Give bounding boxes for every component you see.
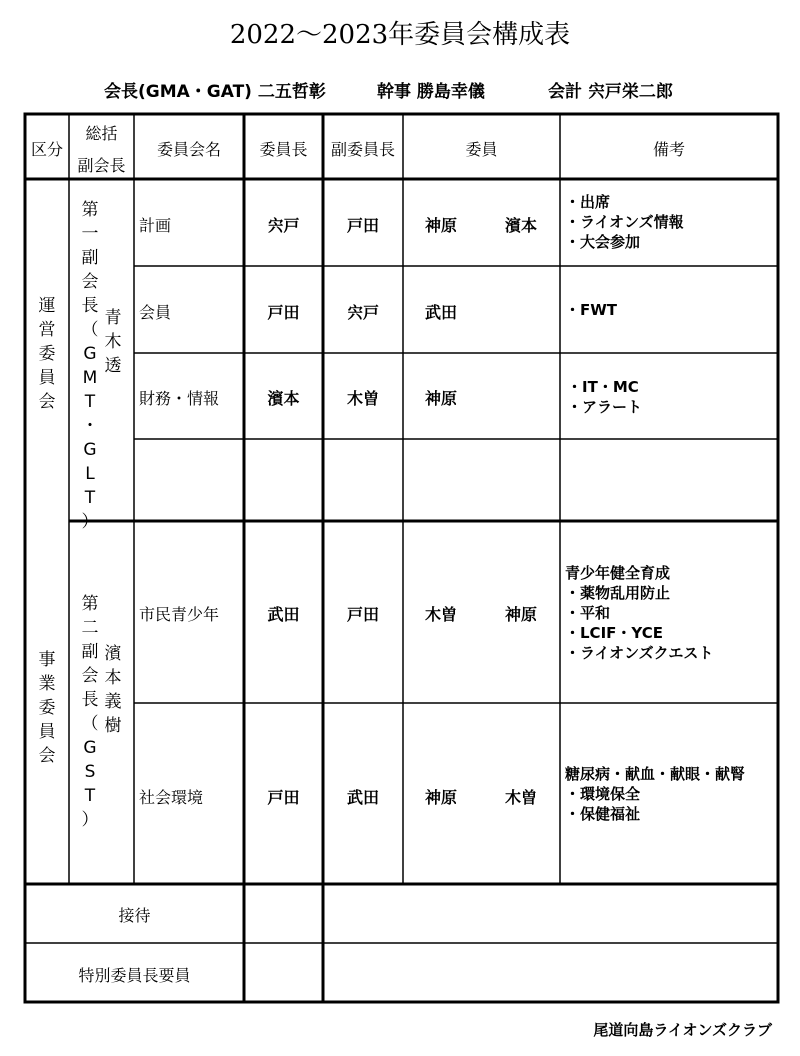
vertical-char: 第 — [81, 200, 99, 220]
vertical-char: 委 — [38, 344, 56, 364]
header-vice-chair: 副委員長 — [330, 140, 395, 159]
vertical-char: 業 — [38, 674, 56, 694]
vertical-char: 会 — [38, 746, 56, 766]
vertical-char: 濱 — [104, 644, 122, 664]
vertical-char: 員 — [38, 722, 56, 742]
group-projects — [36, 648, 58, 768]
remark-item: ・大会参加 — [565, 233, 641, 251]
committee-name: 会員 — [139, 303, 172, 322]
vertical-char: T — [84, 488, 96, 508]
club-name: 尾道向島ライオンズクラブ — [593, 1021, 772, 1039]
vertical-char: （ — [81, 714, 99, 734]
chair-cell: 濱本 — [267, 389, 300, 408]
operations-vp-title — [79, 198, 101, 534]
remark-item: 青少年健全育成 — [565, 564, 671, 582]
chair-cell: 武田 — [267, 605, 300, 624]
remarks-cell — [565, 192, 684, 252]
vertical-char: 樹 — [104, 716, 122, 736]
vice-chair-cell: 宍戸 — [346, 303, 379, 322]
remark-item: ・ライオンズ情報 — [565, 213, 684, 231]
remark-item: ・出席 — [565, 193, 611, 211]
remarks-cell — [565, 563, 713, 663]
vertical-char: 会 — [81, 272, 99, 292]
projects-vp-title — [79, 592, 101, 832]
vertical-char: 透 — [104, 356, 122, 376]
member-cell: 神原 — [425, 389, 458, 408]
member-cell: 神原 — [505, 605, 538, 624]
header-division: 区分 — [30, 140, 63, 159]
member-cell: 濱本 — [505, 216, 538, 235]
vertical-char: 副 — [81, 642, 99, 662]
committee-name: 社会環境 — [139, 788, 204, 807]
remark-item: ・FWT — [565, 301, 618, 319]
vice-chair-cell: 木曽 — [346, 389, 379, 408]
secretary: 幹事 勝島幸儀 — [377, 82, 485, 102]
header-vp-line2: 副会長 — [77, 156, 126, 175]
projects-vp-name — [102, 642, 124, 738]
member-cell: 木曽 — [425, 605, 458, 624]
remark-item: ・アラート — [567, 398, 643, 416]
vertical-char: 会 — [81, 666, 99, 686]
committee-name: 計画 — [139, 216, 172, 235]
chair-cell: 宍戸 — [267, 216, 300, 235]
vertical-char: 会 — [38, 392, 56, 412]
vertical-char: G — [83, 738, 97, 758]
vertical-char: ） — [81, 810, 99, 830]
remark-item: ・IT・MC — [567, 378, 639, 396]
vertical-char: 委 — [38, 698, 56, 718]
vertical-char: 事 — [38, 650, 56, 670]
chair-cell: 戸田 — [267, 788, 300, 807]
member-cell: 木曽 — [505, 788, 538, 807]
vertical-char: 青 — [104, 308, 122, 328]
committee-name: 市民青少年 — [139, 605, 220, 624]
treasurer: 会計 宍戸栄二郎 — [548, 82, 673, 102]
remark-item: 糖尿病・献血・献眼・献腎 — [565, 765, 746, 783]
committee-name: 財務・情報 — [139, 389, 220, 408]
vertical-char: ） — [81, 512, 99, 532]
vertical-char: G — [83, 344, 97, 364]
vertical-char: G — [83, 440, 97, 460]
remark-item: ・薬物乱用防止 — [565, 584, 671, 602]
chair-cell: 戸田 — [267, 303, 300, 322]
vice-chair-cell: 武田 — [346, 788, 379, 807]
vertical-char: 二 — [81, 618, 99, 638]
vice-chair-cell: 戸田 — [346, 216, 379, 235]
header-vp-line1: 総括 — [85, 124, 118, 143]
vertical-char: T — [84, 392, 96, 412]
vertical-char: 員 — [38, 368, 56, 388]
remark-item: ・LCIF・YCE — [565, 624, 663, 642]
vertical-char: L — [85, 464, 95, 484]
vice-chair-cell: 戸田 — [346, 605, 379, 624]
remarks-cell — [565, 764, 745, 824]
vertical-char: 副 — [81, 248, 99, 268]
header-committee: 委員会名 — [156, 140, 221, 159]
reception-label: 接待 — [118, 906, 151, 925]
vertical-char: 義 — [104, 692, 122, 712]
vertical-char: ・ — [81, 416, 99, 436]
vertical-char: 本 — [104, 668, 122, 688]
vertical-char: 長 — [81, 690, 99, 710]
vertical-char: S — [84, 762, 96, 782]
vertical-char: （ — [81, 320, 99, 340]
special-label: 特別委員長要員 — [78, 966, 191, 985]
vertical-char: 一 — [81, 224, 99, 244]
remark-item: ・保健福祉 — [565, 805, 641, 823]
member-cell: 神原 — [425, 216, 458, 235]
header-chair: 委員長 — [259, 140, 308, 159]
vertical-char: 長 — [81, 296, 99, 316]
page-title: 2022〜2023年委員会構成表 — [229, 20, 571, 50]
remarks-cell — [565, 300, 617, 320]
vertical-char: 営 — [38, 320, 56, 340]
remark-item: ・平和 — [565, 604, 611, 622]
remarks-cell — [567, 377, 642, 417]
header-members: 委員 — [465, 140, 498, 159]
president: 会長(GMA・GAT) 二五哲彰 — [104, 82, 326, 102]
vertical-char: T — [84, 786, 96, 806]
member-cell: 武田 — [425, 303, 458, 322]
header-remarks: 備考 — [652, 140, 685, 159]
vertical-char: 運 — [38, 296, 56, 316]
vertical-char: M — [82, 368, 98, 388]
operations-vp-name — [102, 306, 124, 378]
member-cell: 神原 — [425, 788, 458, 807]
group-operations — [36, 294, 58, 414]
remark-item: ・ライオンズクエスト — [565, 644, 714, 662]
remark-item: ・環境保全 — [565, 785, 641, 803]
vertical-char: 第 — [81, 594, 99, 614]
vertical-char: 木 — [104, 332, 122, 352]
